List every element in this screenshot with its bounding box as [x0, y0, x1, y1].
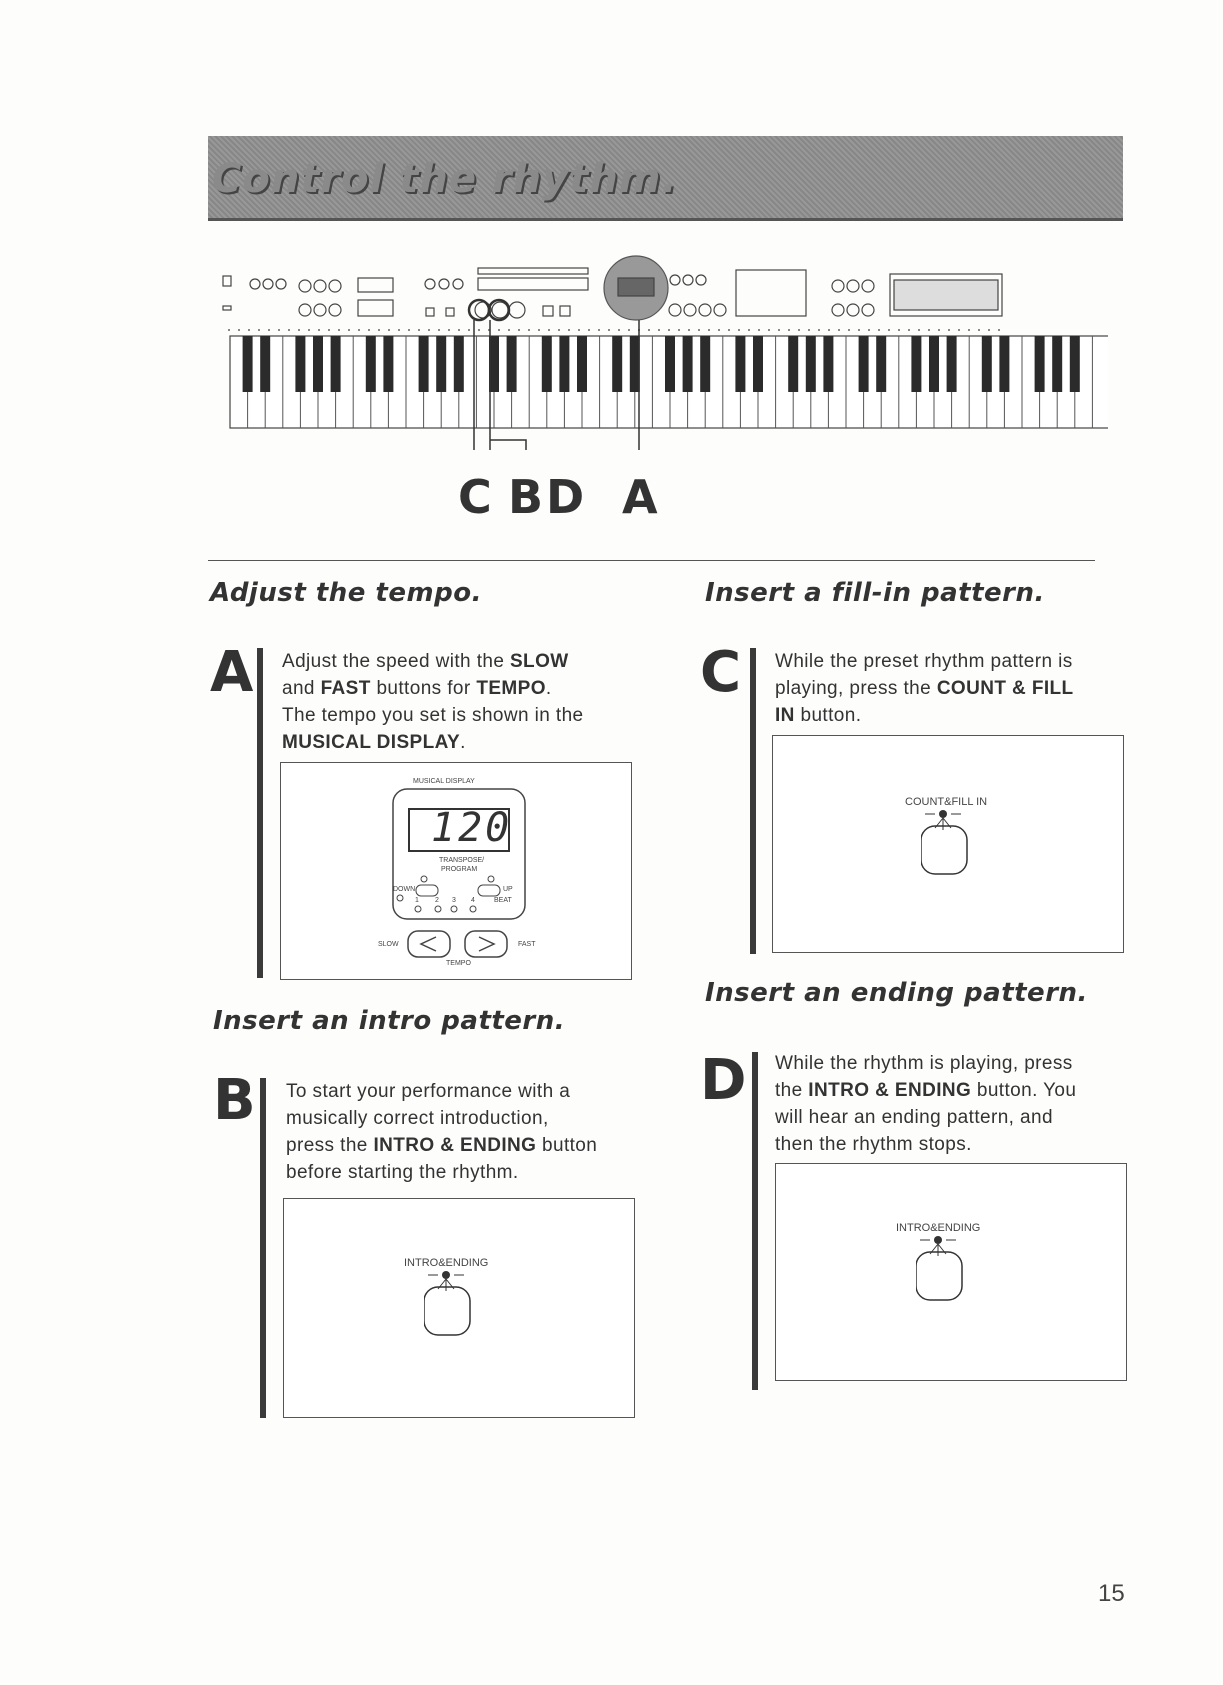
slow-label: SLOW	[378, 941, 399, 948]
black-key	[260, 336, 270, 392]
black-key	[366, 336, 376, 392]
keyboard-illustration	[208, 250, 1108, 450]
musical-display-diagram	[280, 762, 632, 980]
beat-2: 2	[435, 897, 439, 904]
fast-label: FAST	[518, 941, 536, 948]
tempo-instructions: Adjust the speed with the SLOW and FAST buttons for TEMPO. The tempo you set is shown in the MUSICAL DISPLAY.	[282, 651, 584, 753]
banner-title: Control the rhythm.	[212, 156, 678, 202]
intro-button-diagram	[283, 1198, 635, 1418]
divider	[208, 560, 1095, 561]
black-key	[876, 336, 886, 392]
step-bar-d	[752, 1052, 758, 1390]
black-key	[999, 336, 1009, 392]
step-letter-b: B	[213, 1068, 256, 1133]
heading-fillin-pattern: Insert a fill-in pattern.	[705, 578, 1045, 608]
black-key	[683, 336, 693, 392]
fillin-diagram-label: COUNT&FILL IN	[905, 796, 988, 808]
beat-4: 4	[471, 897, 475, 904]
step-bar-a	[257, 648, 263, 978]
black-key	[577, 336, 587, 392]
callout-a: A	[622, 470, 658, 524]
beat-1: 1	[415, 897, 419, 904]
heading-intro-pattern: Insert an intro pattern.	[213, 1006, 566, 1036]
intro-button-drawing	[424, 1269, 484, 1349]
black-key	[1035, 336, 1045, 392]
black-key	[243, 336, 253, 392]
black-key	[542, 336, 552, 392]
heading-ending-pattern: Insert an ending pattern.	[705, 978, 1088, 1008]
black-key	[911, 336, 921, 392]
black-key	[788, 336, 798, 392]
black-key	[295, 336, 305, 392]
black-key	[982, 336, 992, 392]
ending-instructions: While the rhythm is playing, press the INTRO & ENDING button. You will hear an ending pattern, and then the rhythm stops.	[775, 1053, 1077, 1155]
ending-button-drawing	[916, 1234, 976, 1314]
black-key	[559, 336, 569, 392]
section-banner	[208, 136, 1123, 221]
black-key	[735, 336, 745, 392]
black-key	[700, 336, 710, 392]
ending-button-diagram	[775, 1163, 1127, 1381]
intro-instructions: To start your performance with a musically correct introduction, press the INTRO & ENDING button before starting the rhythm.	[286, 1081, 598, 1183]
black-key	[507, 336, 517, 392]
tempo-readout: 120	[431, 805, 513, 851]
black-key	[806, 336, 816, 392]
black-key	[383, 336, 393, 392]
page-number: 15	[1098, 1580, 1125, 1607]
transpose-label: TRANSPOSE/	[439, 857, 485, 864]
black-key	[436, 336, 446, 392]
intro-diagram-label: INTRO&ENDING	[404, 1257, 489, 1269]
step-letter-d: D	[700, 1048, 747, 1113]
black-key	[947, 336, 957, 392]
black-key	[331, 336, 341, 392]
fillin-button-diagram	[772, 735, 1124, 953]
black-key	[612, 336, 622, 392]
program-label: PROGRAM	[441, 866, 478, 873]
black-key	[1052, 336, 1062, 392]
black-key	[419, 336, 429, 392]
display-label: MUSICAL DISPLAY	[413, 778, 475, 785]
step-bar-c	[750, 648, 756, 954]
down-label: DOWN	[393, 886, 416, 893]
step-letter-c: C	[700, 640, 742, 705]
beat-label: BEAT	[494, 897, 512, 904]
black-key	[859, 336, 869, 392]
black-key	[454, 336, 464, 392]
black-key	[753, 336, 763, 392]
fillin-instructions: While the preset rhythm pattern is playing, press the COUNT & FILL IN button.	[775, 651, 1074, 726]
up-label: UP	[503, 886, 513, 893]
fillin-button-drawing	[921, 808, 981, 888]
step-letter-a: A	[210, 640, 254, 705]
tempo-label: TEMPO	[446, 960, 471, 967]
callout-c: C	[458, 470, 492, 524]
callout-d: D	[546, 470, 585, 524]
ending-diagram-label: INTRO&ENDING	[896, 1222, 981, 1234]
panel-controls	[223, 256, 1002, 320]
black-key	[313, 336, 323, 392]
black-key	[929, 336, 939, 392]
black-key	[1070, 336, 1080, 392]
callout-b: B	[508, 470, 544, 524]
beat-3: 3	[452, 897, 456, 904]
black-key	[665, 336, 675, 392]
heading-adjust-tempo: Adjust the tempo.	[210, 578, 482, 608]
step-bar-b	[260, 1078, 266, 1418]
black-key	[823, 336, 833, 392]
